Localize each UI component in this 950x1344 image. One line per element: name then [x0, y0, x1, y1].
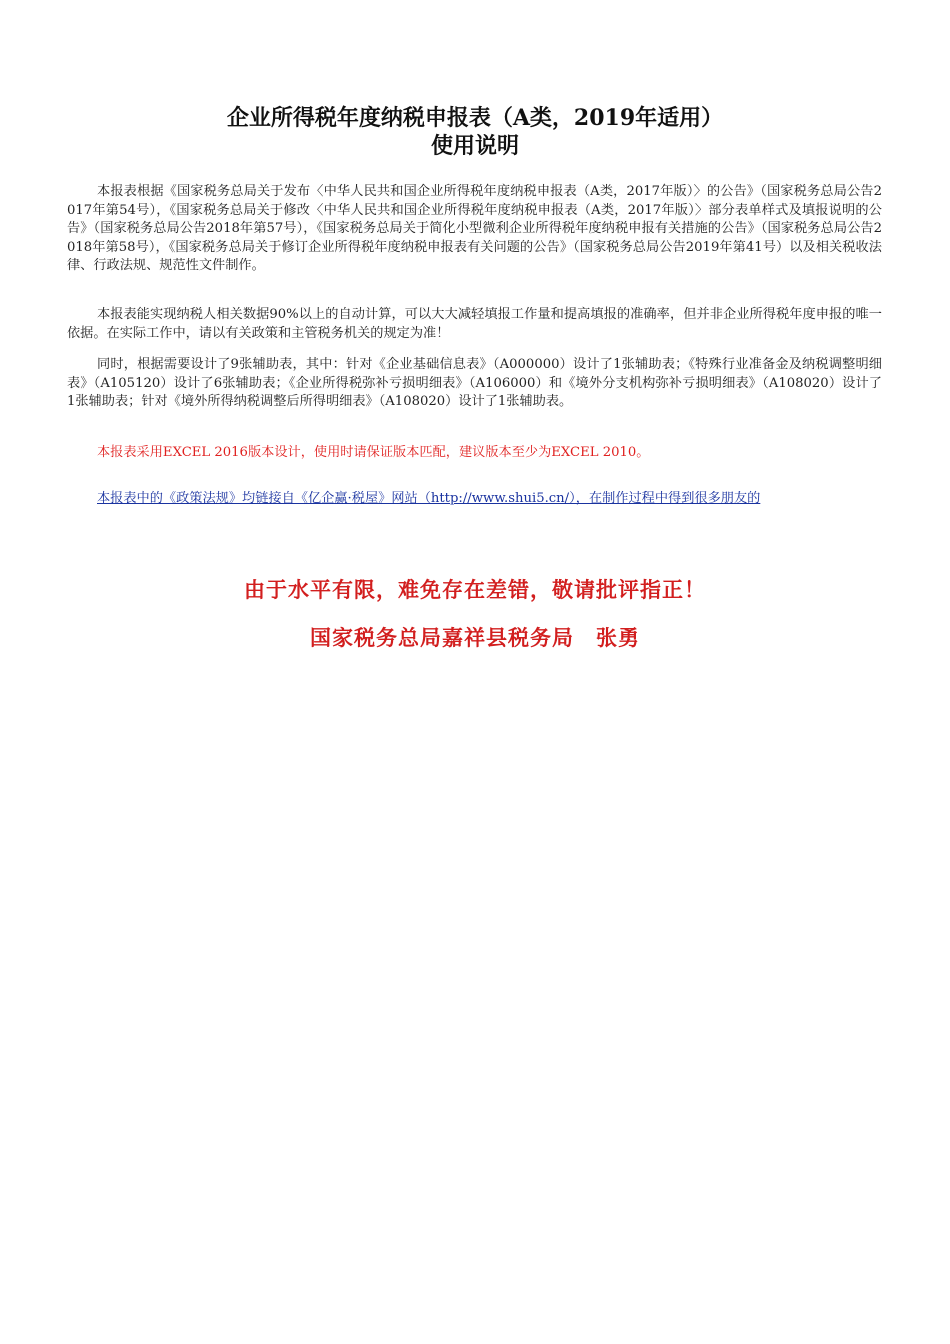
policy-link[interactable]: 本报表中的《政策法规》均链接自《亿企赢·税屋》网站（http://www.shui5.cn/），在制作过程中得到很多朋友的	[97, 491, 761, 506]
document-title	[0, 104, 950, 160]
paragraph-excel-version: 本报表采用EXCEL 2016版本设计，使用时请保证版本匹配，建议版本至少为EXCEL 2010。	[97, 445, 650, 460]
paragraph-auxiliary-tables: 同时，根据需要设计了9张辅助表，其中：针对《企业基础信息表》（A000000）设计了1张辅助表；《特殊行业准备金及纳税调整明细表》（A105120）设计了6张辅助表；《企业所得税弥补亏损明细表》（A106000）和《境外分支机构弥补亏损明细表》（A108020）设计了1张辅助表；针对《境外所得纳税调整后所得明细表》（A108020）设计了1张辅助表。	[67, 357, 882, 409]
closing-author: 国家税务总局嘉祥县税务局 张勇	[310, 625, 640, 650]
title-subtitle: 使用说明	[430, 133, 519, 159]
closing-apology: 由于水平有限，难免存在差错，敬请批评指正！	[244, 577, 706, 602]
paragraph-basis: 本报表根据《国家税务总局关于发布〈中华人民共和国企业所得税年度纳税申报表（A类，2017年版）〉的公告》（国家税务总局公告2017年第54号），《国家税务总局关于修改〈中华人民共和国企业所得税年度纳税申报表（A类，2017年版）〉部分表单样式及填报说明的公告》（国家税务总局公告2018年第57号），《国家税务总局关于简化小型微利企业所得税年度纳税申报有关措施的公告》（国家税务总局公告2018年第58号），《国家税务总局关于修订企业所得税年度纳税申报表有关问题的公告》（国家税务总局公告2019年第41号）以及相关税收法律、行政法规、规范性文件制作。	[67, 184, 882, 273]
paragraph-auto-calc: 本报表能实现纳税人相关数据90%以上的自动计算，可以大大减轻填报工作量和提高填报的准确率，但并非企业所得税年度申报的唯一依据。在实际工作中，请以有关政策和主管税务机关的规定为准！	[67, 307, 882, 341]
title-main: 企业所得税年度纳税申报表（A类，2019年适用）	[226, 105, 724, 131]
